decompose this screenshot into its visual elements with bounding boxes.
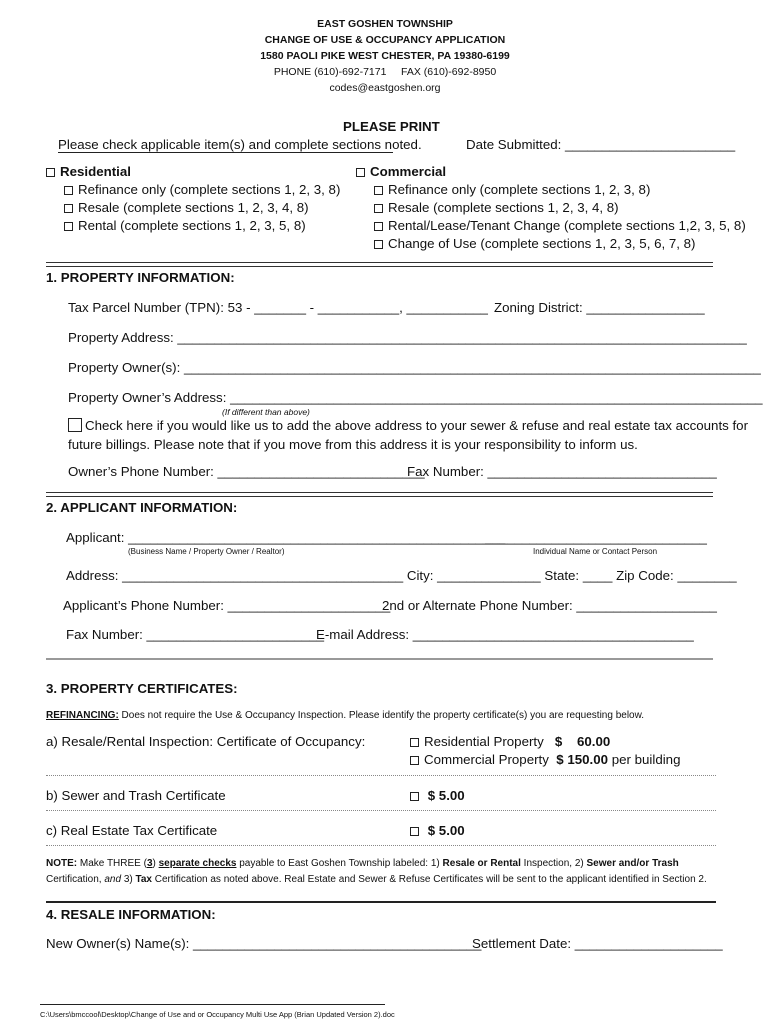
divider (46, 492, 713, 497)
section3-heading: 3. PROPERTY CERTIFICATES: (46, 681, 238, 696)
section4-heading: 4. RESALE INFORMATION: (46, 907, 216, 922)
checkbox[interactable] (374, 240, 383, 249)
township-address: 1580 PAOLI PIKE WEST CHESTER, PA 19380-6199 (260, 50, 510, 62)
residential-checkbox[interactable] (46, 168, 55, 177)
divider (46, 901, 716, 903)
sewer-trash-label: b) Sewer and Trash Certificate (46, 788, 226, 803)
township-email: codes@eastgoshen.org (329, 82, 441, 94)
tpn-field[interactable]: Tax Parcel Number (TPN): 53 - _______ - ___________, ___________ (68, 300, 488, 315)
date-submitted-field[interactable]: Date Submitted: _______________________ (466, 137, 736, 152)
sewer-trash-option[interactable]: $ 5.00 (410, 788, 465, 803)
header (0, 16, 770, 96)
property-owners-field[interactable]: Property Owner(s): ______________________________________________________________________________ (68, 360, 761, 375)
checkbox[interactable] (410, 792, 419, 801)
section1-heading: 1. PROPERTY INFORMATION: (46, 270, 235, 285)
footer-rule (40, 1004, 385, 1005)
tax-cert-label: c) Real Estate Tax Certificate (46, 823, 218, 838)
tax-cert-option[interactable]: $ 5.00 (410, 823, 465, 838)
commercial-option-resale[interactable]: Resale (complete sections 1, 2, 3, 4, 8) (374, 200, 619, 215)
checkbox[interactable] (374, 186, 383, 195)
section2-heading: 2. APPLICANT INFORMATION: (46, 500, 238, 515)
checkbox[interactable] (374, 204, 383, 213)
property-address-field[interactable]: Property Address: _____________________________________________________________________________ (68, 330, 747, 345)
settlement-date-field[interactable]: Settlement Date: ____________________ (472, 936, 723, 951)
residential-option-resale[interactable]: Resale (complete sections 1, 2, 3, 4, 8) (64, 200, 309, 215)
commercial-option-rental[interactable]: Rental/Lease/Tenant Change (complete sections 1,2, 3, 5, 8) (374, 218, 746, 233)
applicant-field[interactable]: Applicant: ___________________________________________________ (66, 530, 506, 545)
divider (46, 658, 713, 660)
contact-caption: Individual Name or Contact Person (533, 547, 658, 556)
please-print: PLEASE PRINT (343, 119, 440, 134)
refinancing-note: REFINANCING: Does not require the Use & Occupancy Inspection. Please identify the property certificate(s) you are requesting below. (46, 710, 645, 721)
checkbox[interactable] (64, 222, 73, 231)
commercial-option-change-of-use[interactable]: Change of Use (complete sections 1, 2, 3, 5, 6, 7, 8) (374, 236, 695, 251)
residential-option-refinance[interactable]: Refinance only (complete sections 1, 2, 3, 8) (64, 182, 340, 197)
file-path: C:\Users\bmccool\Desktop\Change of Use and or Occupancy Multi Use App (Brian Updated Version 2).doc (40, 1010, 395, 1019)
commercial-property-option[interactable]: Commercial Property $ 150.00 per building (410, 752, 680, 767)
checkbox[interactable] (64, 204, 73, 213)
owner-fax-field[interactable]: Fax Number: _______________________________ (407, 464, 717, 479)
address-update-note: future billings. Please note that if you move from this address it is your responsibility to inform us. (68, 437, 638, 452)
note-line-1: NOTE: Make THREE (3) separate checks payable to East Goshen Township labeled: 1) Resale or Rental Inspection, 2) Sewer and/or Trash (46, 858, 679, 869)
residential-heading[interactable]: Residential (46, 164, 131, 179)
phone-fax: PHONE (610)-692-7171 FAX (610)-692-8950 (273, 66, 497, 78)
email-field[interactable]: E-mail Address: ______________________________________ (316, 627, 694, 642)
divider (46, 262, 713, 267)
township-name: EAST GOSHEN TOWNSHIP (317, 18, 453, 30)
inspection-label: a) Resale/Rental Inspection: Certificate of Occupancy: (46, 734, 366, 749)
owner-phone-field[interactable]: Owner’s Phone Number: ____________________________ (68, 464, 425, 479)
residential-option-rental[interactable]: Rental (complete sections 1, 2, 3, 5, 8) (64, 218, 306, 233)
alt-phone-field[interactable]: 2nd or Alternate Phone Number: ___________________ (382, 598, 717, 613)
note-line-2: Certification, and 3) Tax Certification as noted above. Real Estate and Sewer & Refuse Certificates will be sent to the applicant identified in Section 2. (46, 874, 707, 885)
commercial-heading[interactable]: Commercial (356, 164, 446, 179)
residential-property-option[interactable]: Residential Property $ 60.00 (410, 734, 610, 749)
if-different-caption: (If different than above) (222, 407, 310, 417)
instruction-text: Please check applicable item(s) and complete sections noted. (58, 137, 422, 152)
form-title: CHANGE OF USE & OCCUPANCY APPLICATION (264, 34, 506, 46)
owner-address-field[interactable]: Property Owner’s Address: ________________________________________________________________________ (68, 390, 763, 405)
business-caption: (Business Name / Property Owner / Realtor) (128, 547, 285, 556)
applicant-address-field[interactable]: Address: ______________________________________ City: ______________ State: ____ Zip Code: ________ (66, 568, 737, 583)
address-update-checkbox[interactable] (68, 418, 82, 432)
checkbox[interactable] (64, 186, 73, 195)
checkbox[interactable] (410, 756, 419, 765)
checkbox[interactable] (410, 827, 419, 836)
new-owner-field[interactable]: New Owner(s) Name(s): _______________________________________ (46, 936, 482, 951)
contact-person-field[interactable]: ______________________________ (485, 530, 707, 545)
commercial-checkbox[interactable] (356, 168, 365, 177)
applicant-fax-field[interactable]: Fax Number: ________________________ (66, 627, 325, 642)
commercial-option-refinance[interactable]: Refinance only (complete sections 1, 2, 3, 8) (374, 182, 650, 197)
zoning-district-field[interactable]: Zoning District: ________________ (494, 300, 705, 315)
checkbox[interactable] (374, 222, 383, 231)
checkbox[interactable] (410, 738, 419, 747)
applicant-phone-field[interactable]: Applicant’s Phone Number: ______________________ (63, 598, 391, 613)
address-update-option[interactable]: Check here if you would like us to add the above address to your sewer & refuse and real estate tax accounts for (68, 418, 748, 433)
